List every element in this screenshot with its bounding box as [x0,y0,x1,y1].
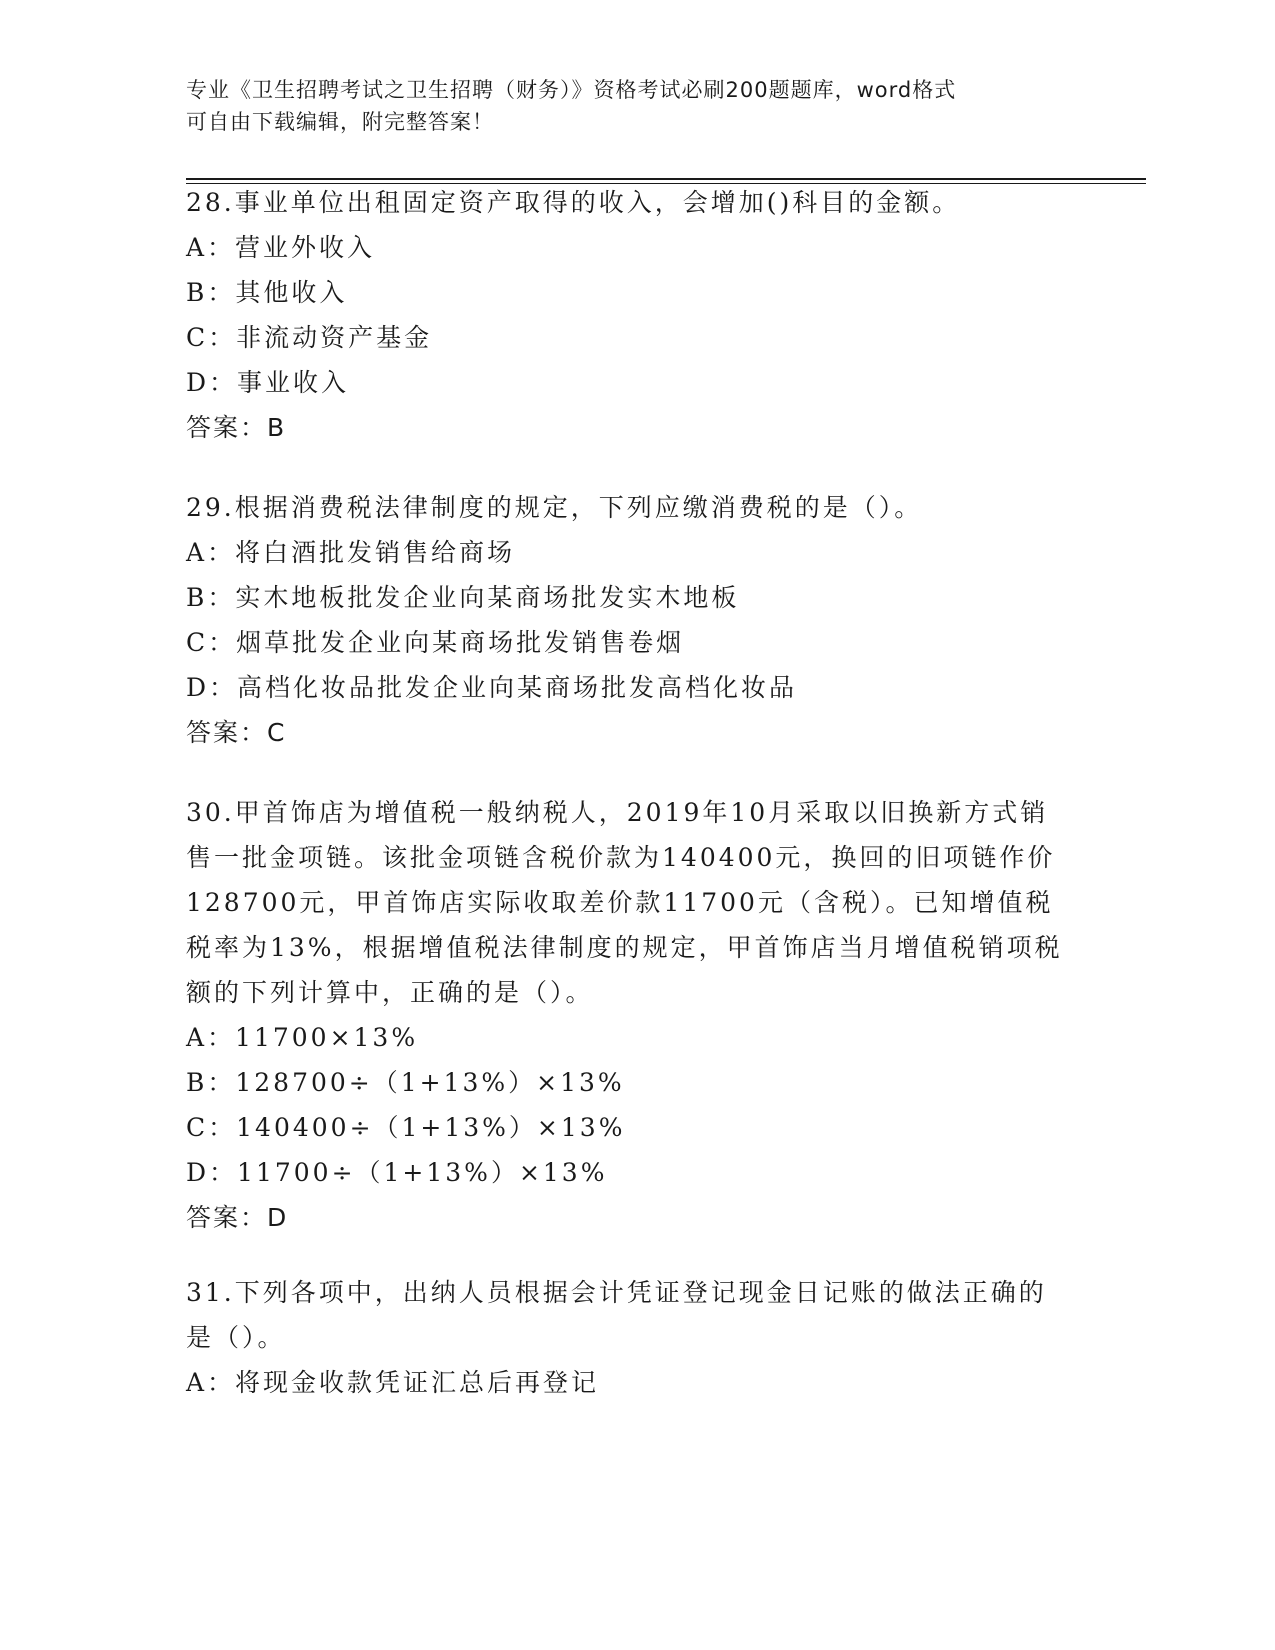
option-c: C：烟草批发企业向某商场批发销售卷烟 [186,628,685,657]
option-b: B：128700÷（1+13%）×13% [186,1068,625,1097]
option-a: A：将现金收款凭证汇总后再登记 [186,1368,600,1397]
question-text-line-3: 128700元，甲首饰店实际收取差价款11700元（含税）。已知增值税 [186,888,1054,917]
question-text-line-4: 税率为13%，根据增值税法律制度的规定，甲首饰店当月增值税销项税 [186,933,1063,962]
option-d: D：高档化妆品批发企业向某商场批发高档化妆品 [186,673,798,702]
header-line-1: 专业《卫生招聘考试之卫生招聘（财务）》资格考试必刷200题题库，word格式 [186,78,957,102]
document-header [186,74,1086,138]
question-30 [186,790,1086,1240]
question-text-line-2: 是（）。 [186,1323,286,1352]
option-a: A：将白酒批发销售给商场 [186,538,516,567]
option-b: B：实木地板批发企业向某商场批发实木地板 [186,583,740,612]
option-d: D：11700÷（1+13%）×13% [186,1158,608,1187]
question-31 [186,1270,1086,1405]
question-text: 29.根据消费税法律制度的规定，下列应缴消费税的是（）。 [186,493,923,522]
question-text-line-5: 额的下列计算中，正确的是（）。 [186,978,594,1007]
header-line-2: 可自由下载编辑，附完整答案！ [186,110,494,134]
option-c: C：140400÷（1+13%）×13% [186,1113,626,1142]
answer-label: 答案：B [186,413,287,442]
answer-label: 答案：D [186,1203,289,1232]
question-text-line-1: 31.下列各项中，出纳人员根据会计凭证登记现金日记账的做法正确的 [186,1278,1047,1307]
question-text: 28.事业单位出租固定资产取得的收入，会增加()科目的金额。 [186,188,961,217]
answer-label: 答案：C [186,718,287,747]
option-a: A：营业外收入 [186,233,376,262]
question-29 [186,485,1086,755]
question-text-line-2: 售一批金项链。该批金项链含税价款为140400元，换回的旧项链作价 [186,843,1056,872]
question-28 [186,180,1086,450]
option-d: D：事业收入 [186,368,350,397]
option-c: C：非流动资产基金 [186,323,433,352]
question-text-line-1: 30.甲首饰店为增值税一般纳税人，2019年10月采取以旧换新方式销 [186,798,1049,827]
option-b: B：其他收入 [186,278,348,307]
option-a: A：11700×13% [186,1023,419,1052]
